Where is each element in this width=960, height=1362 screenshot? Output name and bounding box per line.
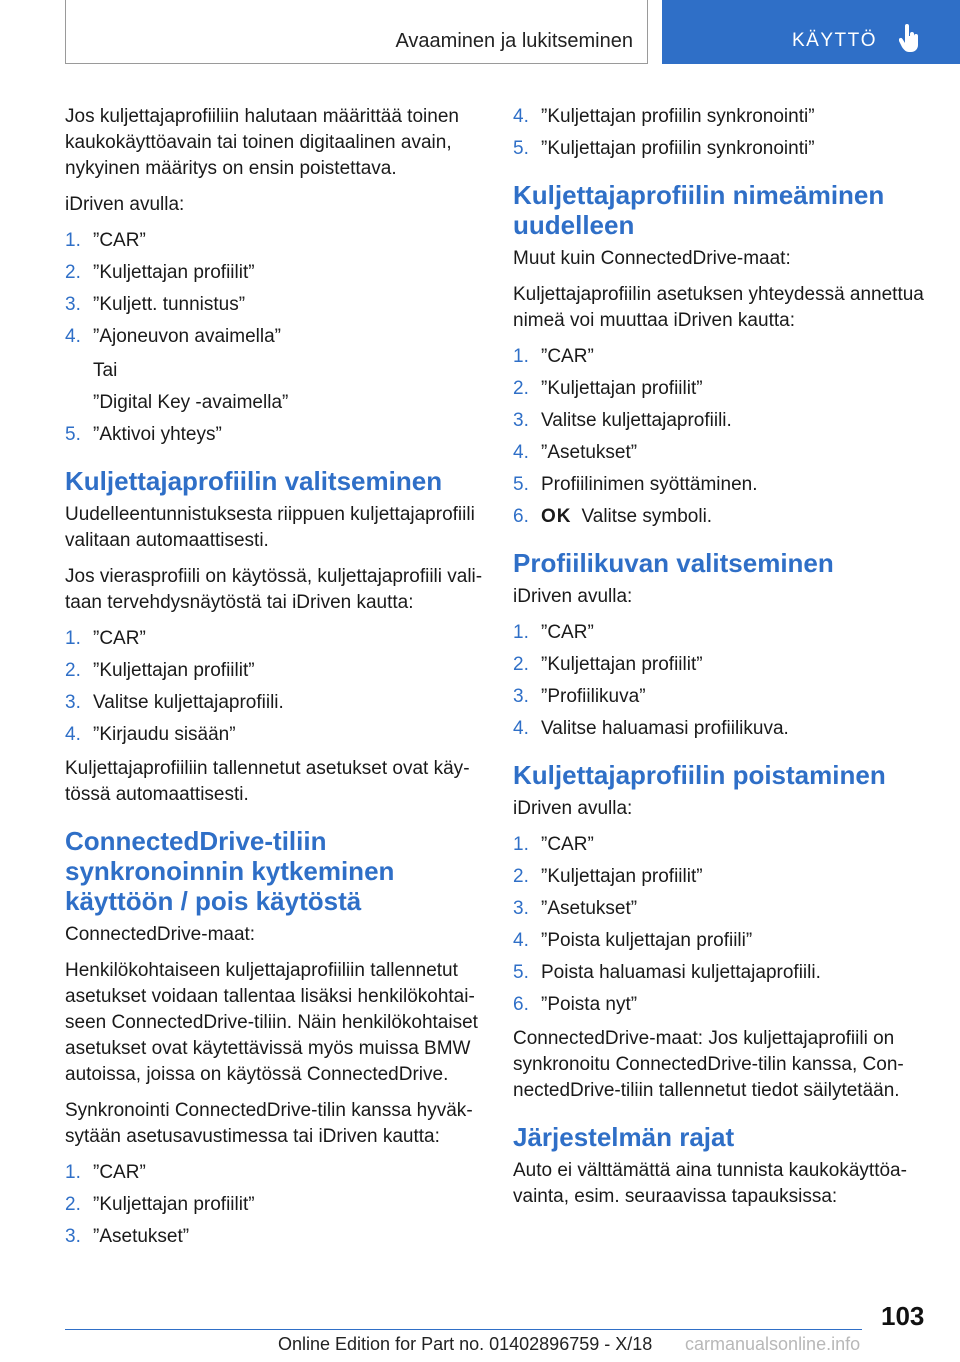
pointing-hand-icon — [899, 24, 921, 52]
step-number: 4. — [513, 106, 529, 127]
step-text: Profiilinimen syöttäminen. — [541, 474, 758, 495]
sync-paragraph-1: ConnectedDrive-maat: — [65, 924, 256, 945]
list-item — [513, 472, 931, 498]
digital-key-option: ”Digital Key -avaimella” — [93, 392, 289, 413]
step-number: 1. — [513, 834, 529, 855]
steps-list-6 — [513, 832, 931, 1018]
rename-paragraph-1: Muut kuin ConnectedDrive-maat: — [513, 248, 791, 269]
step-number: 6. — [513, 994, 529, 1015]
list-item — [65, 1224, 483, 1250]
step-number: 4. — [65, 724, 81, 745]
or-label: Tai — [93, 360, 118, 381]
header-chapter-title: KÄYTTÖ — [792, 30, 878, 51]
list-item — [513, 504, 931, 530]
list-item — [513, 136, 931, 162]
step-text: ”CAR” — [93, 1162, 146, 1183]
list-item — [65, 324, 483, 350]
left-column — [65, 104, 483, 1258]
list-item — [513, 408, 931, 434]
step-text: ”CAR” — [541, 346, 594, 367]
step-number: 2. — [65, 660, 81, 681]
footer-divider — [65, 1329, 862, 1330]
sync-paragraph-3: Synkronointi ConnectedDrive-tilin kanssa hyväksytään asetusavustimessa tai iDriven kautta: — [65, 1100, 473, 1147]
list-item — [513, 620, 931, 646]
picture-via-label: iDriven avulla: — [513, 586, 633, 607]
delete-paragraph: ConnectedDrive-maat: Jos kuljettajaprofiili on synkronoitu ConnectedDrive-tilin kanssa, ConnectedDrive-tiliin tallennetut tiedot säilytetään. — [513, 1028, 904, 1101]
step-number: 4. — [513, 930, 529, 951]
step-text: ”Kuljettajan profiilit” — [541, 654, 703, 675]
select-paragraph-1: Uudelleentunnistuksesta riippuen kuljettajaprofiili valitaan automaattisesti. — [65, 504, 475, 551]
list-item — [65, 422, 483, 448]
heading-rename: Kuljettajaprofiilin nimeäminen uudelleen — [513, 180, 885, 240]
step-text: ”Kuljettajan profiilit” — [541, 866, 703, 887]
edition-text: Online Edition for Part no. 01402896759 - X/18 — [278, 1334, 653, 1354]
steps-list-1 — [65, 228, 483, 350]
step-number: 2. — [65, 262, 81, 283]
list-item — [513, 960, 931, 986]
step-number: 5. — [65, 424, 81, 445]
step-text: ”Kuljettajan profiilit” — [93, 262, 255, 283]
step-number: 1. — [513, 622, 529, 643]
step-text: ”Kuljettajan profiilit” — [93, 1194, 255, 1215]
step-text: ”Kuljettajan profiilit” — [93, 660, 255, 681]
steps-list-5 — [513, 620, 931, 742]
steps-list-1-cont — [65, 422, 483, 448]
rename-paragraph-2: Kuljettajaprofiilin asetuksen yhteydessä annettua nimeä voi muuttaa iDriven kautta: — [513, 284, 924, 331]
list-item — [65, 260, 483, 286]
delete-via-label: iDriven avulla: — [513, 798, 633, 819]
heading-sync: ConnectedDrive-tiliin synkronoinnin kytkeminen käyttöön / pois käytöstä — [65, 826, 395, 916]
right-column — [513, 104, 931, 1220]
step-number: 3. — [65, 692, 81, 713]
step-text: ”CAR” — [93, 628, 146, 649]
step-number: 1. — [65, 628, 81, 649]
step-number: 5. — [513, 962, 529, 983]
heading-delete-profile: Kuljettajaprofiilin poistaminen — [513, 760, 886, 790]
step-number: 2. — [513, 654, 529, 675]
list-item — [513, 928, 931, 954]
list-item — [65, 1192, 483, 1218]
step-text: ”Poista nyt” — [541, 994, 638, 1015]
step-text: ”CAR” — [541, 834, 594, 855]
step-number: 5. — [513, 138, 529, 159]
steps-list-3-cont — [513, 104, 931, 162]
list-item — [513, 344, 931, 370]
list-item — [513, 104, 931, 130]
step-text: ”CAR” — [93, 230, 146, 251]
step-number: 2. — [65, 1194, 81, 1215]
list-item — [65, 690, 483, 716]
ok-symbol-icon: OK — [541, 506, 572, 527]
step-text: ”Asetukset” — [541, 898, 638, 919]
steps-list-4 — [513, 344, 931, 530]
list-item — [513, 716, 931, 742]
steps-list-3 — [65, 1160, 483, 1250]
step-text: ”Poista kuljettajan profiili” — [541, 930, 753, 951]
list-item — [513, 440, 931, 466]
step-number: 3. — [65, 294, 81, 315]
step-text: Valitse haluamasi profiilikuva. — [541, 718, 789, 739]
step-number: 4. — [513, 718, 529, 739]
list-item — [65, 658, 483, 684]
header-section-title: Avaaminen ja lukitseminen — [395, 30, 633, 52]
step-number: 3. — [65, 1226, 81, 1247]
steps-list-2 — [65, 626, 483, 748]
step-number: 2. — [513, 866, 529, 887]
via-idrive-label: iDriven avulla: — [65, 194, 185, 215]
step-text: Valitse kuljettajaprofiili. — [93, 692, 284, 713]
watermark-text: carmanualsonline.info — [685, 1334, 861, 1354]
heading-select-profile: Kuljettajaprofiilin valitseminen — [65, 466, 443, 496]
step-number: 1. — [65, 1162, 81, 1183]
step-number: 4. — [65, 326, 81, 347]
step-text: ”Kuljettajan profiilit” — [541, 378, 703, 399]
select-paragraph-3: Kuljettajaprofiiliin tallennetut asetukset ovat käytössä automaattisesti. — [65, 758, 470, 805]
step-number: 1. — [65, 230, 81, 251]
step-number: 5. — [513, 474, 529, 495]
step-text: Valitse symboli. — [581, 506, 713, 527]
list-item — [513, 896, 931, 922]
list-item — [65, 626, 483, 652]
list-item — [513, 652, 931, 678]
step-number: 3. — [513, 898, 529, 919]
heading-profile-picture: Profiilikuvan valitseminen — [513, 548, 834, 578]
list-item — [65, 1160, 483, 1186]
step-text: ”Kuljettajan profiilin synkronointi” — [541, 138, 815, 159]
step-number: 6. — [513, 506, 529, 527]
list-item — [513, 684, 931, 710]
step-text: ”Aktivoi yhteys” — [93, 424, 222, 445]
step-number: 2. — [513, 378, 529, 399]
heading-system-limits: Järjestelmän rajat — [513, 1122, 735, 1152]
intro-paragraph: Jos kuljettajaprofiiliin halutaan määrittää toinen kaukokäyttöavain tai toinen digitaalinen avain, nykyinen määritys on ensin poistettava. — [65, 106, 459, 179]
step-number: 4. — [513, 442, 529, 463]
step-text: Poista haluamasi kuljettajaprofiili. — [541, 962, 821, 983]
step-text: ”Kuljettajan profiilin synkronointi” — [541, 106, 815, 127]
step-text: ”Asetukset” — [93, 1226, 190, 1247]
step-text: ”Ajoneuvon avaimella” — [93, 326, 281, 347]
step-text: ”Asetukset” — [541, 442, 638, 463]
sync-paragraph-2: Henkilökohtaiseen kuljettajaprofiiliin tallennetut asetukset voidaan tallentaa lisäksi henkilökohtaiseen ConnectedDrive-tiliin. Näin henkilökohtaiset asetukset ovat käytettävissä myös muissa BMW autoissa, joissa on käytössä ConnectedDrive. — [65, 960, 478, 1085]
list-item — [513, 864, 931, 890]
list-item — [65, 722, 483, 748]
page-number: 103 — [881, 1301, 925, 1331]
header-chapter-tab — [662, 0, 960, 64]
step-text: Valitse kuljettajaprofiili. — [541, 410, 732, 431]
step-number: 1. — [513, 346, 529, 367]
list-item — [65, 228, 483, 254]
step-text: ”Kuljett. tunnistus” — [93, 294, 246, 315]
list-item — [513, 992, 931, 1018]
list-item — [65, 292, 483, 318]
list-item — [513, 832, 931, 858]
header-section-box — [65, 0, 648, 64]
select-paragraph-2: Jos vierasprofiili on käytössä, kuljettajaprofiili valitaan tervehdysnäytöstä tai iDriven kautta: — [65, 566, 483, 613]
list-item — [513, 376, 931, 402]
step-number: 3. — [513, 686, 529, 707]
step-text: ”Profiilikuva” — [541, 686, 646, 707]
step-number: 3. — [513, 410, 529, 431]
step-text: ”CAR” — [541, 622, 594, 643]
step-text: ”Kirjaudu sisään” — [93, 724, 236, 745]
limits-paragraph: Auto ei välttämättä aina tunnista kaukokäyttöavainta, esim. seuraavissa tapauksissa: — [513, 1160, 907, 1207]
